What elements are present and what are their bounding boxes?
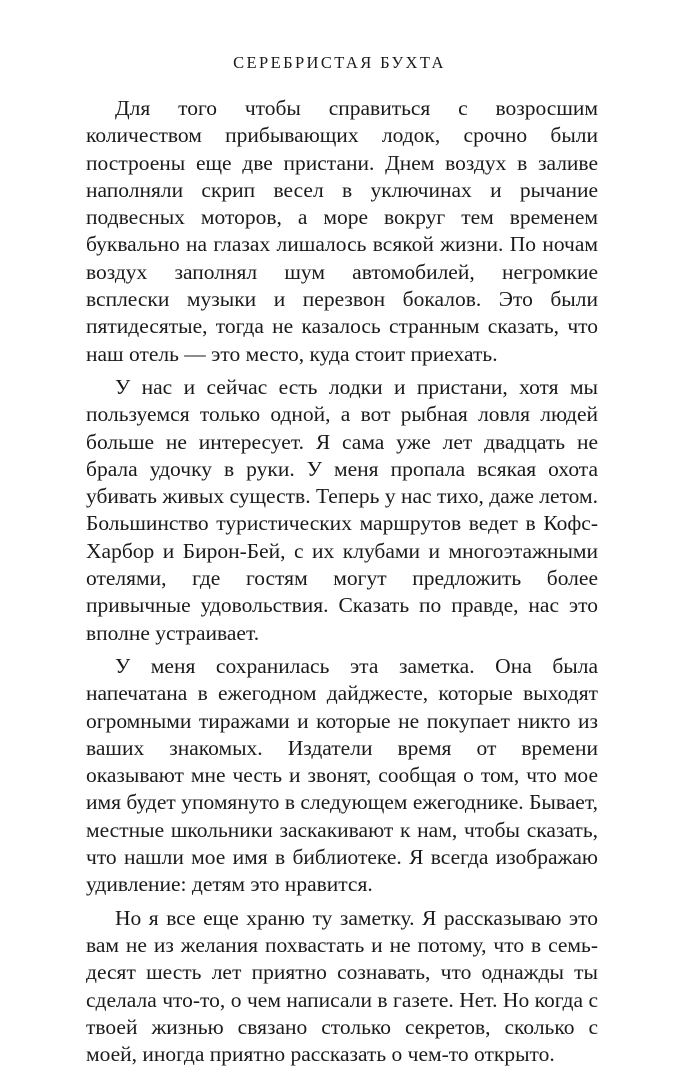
paragraph: Для того чтобы справиться с возросшим количеством прибывающих лодок, срочно были построены еще две пристани. Днем воздух в заливе наполняли скрип весел в уключинах и рычание подвесных моторов, а море вокруг тем временем буквально на глазах лишалось всякой жизни. По ночам воздух заполнял шум автомобилей, негромкие всплески музыки и перезвон бокалов. Это были пятидесятые, тогда не казалось странным сказать, что наш отель — это место, куда стоит приехать. bbox=[86, 96, 598, 366]
body-text bbox=[86, 95, 598, 1074]
paragraph: Но я все еще храню ту заметку. Я рассказываю это вам не из желания похвастать и не потому, что в семьдесят шесть лет приятно сознавать, что однажды ты сделала что-то, о чем написали в газете. Нет. Но когда с твоей жизнью связано столько секретов, сколько с моей, иногда приятно рассказать о чем-то открыто. bbox=[86, 905, 598, 1067]
running-header: СЕРЕБРИСТАЯ БУХТА bbox=[233, 53, 446, 72]
paragraph: У нас и сейчас есть лодки и пристани, хотя мы пользуемся только одной, а вот рыбная ловля людей больше не интересует. Я сама уже лет двадцать не брала удочку в руки. У меня пропала всякая охота убивать живых существ. Теперь у нас тихо, даже летом. Большинство туристических маршрутов ведет в Кофс-Харбор и Бирон-Бей, с их клубами и многоэтажными отелями, где гостям могут предложить более привычные удовольствия. Сказать по правде, нас это вполне устраивает. bbox=[86, 374, 598, 645]
paragraph: У меня сохранилась эта заметка. Она была напечатана в ежегодном дайджесте, которые выходят огромными тиражами и которые не покупает никто из ваших знакомых. Издатели время от времени оказывают мне честь и звонят, сообщая о том, что мое имя будет упомянуто в следующем ежегоднике. Бывает, местные школьники заскакивают к нам, чтобы сказать, что нашли мое имя в библиотеке. Я всегда изображаю удивление: детям это нравится. bbox=[86, 653, 598, 897]
